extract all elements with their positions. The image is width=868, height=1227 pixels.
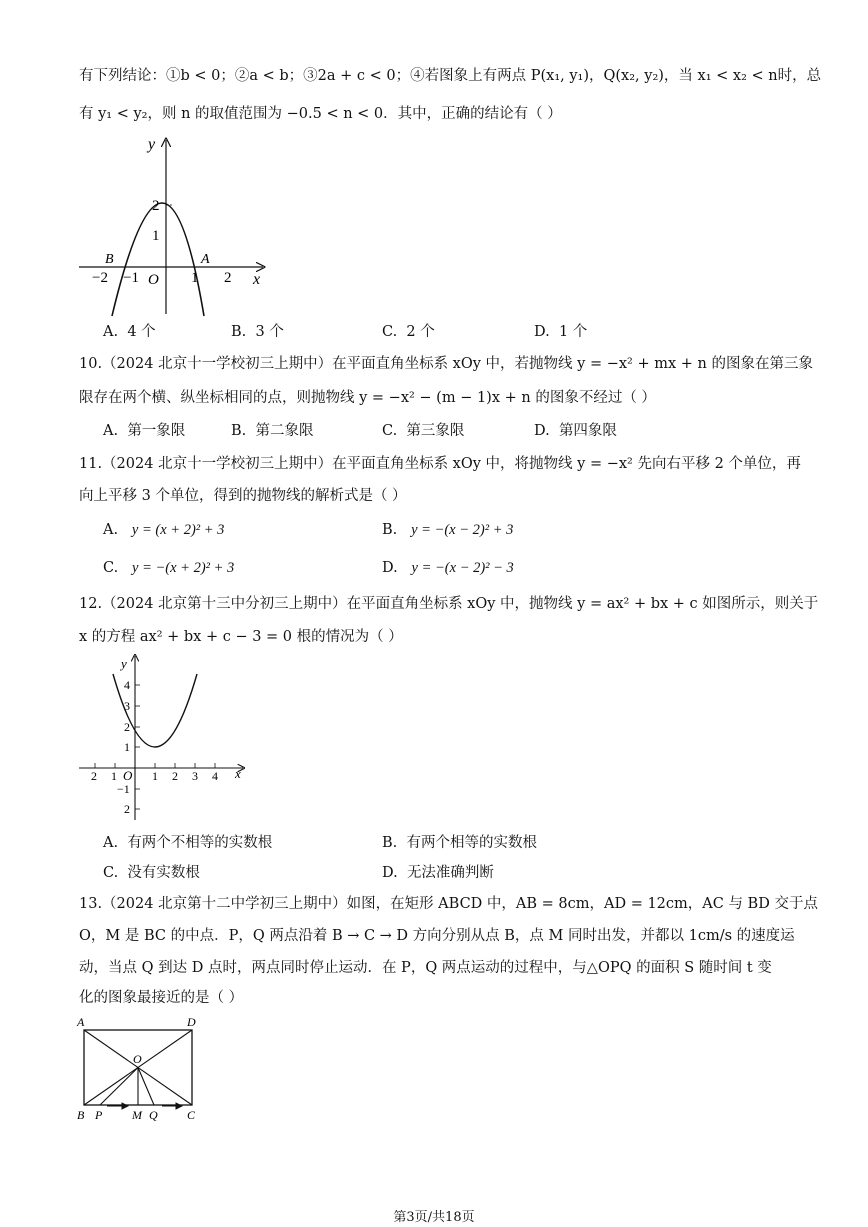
q9-text-line-2: 有 y₁ < y₂，则 n 的取值范围为 −0.5 < n < 0．其中，正确的结论有（ ）: [79, 106, 562, 122]
q13-label-c: C: [187, 1108, 196, 1121]
q12-text-line-1: 12.（2024 北京第十三中分初三上期中）在平面直角坐标系 xOy 中，抛物线 y = ax² + bx + c 如图所示，则关于: [79, 596, 819, 612]
q12-axis-y-label: y: [121, 656, 127, 671]
q12-axis-x-label: x: [235, 766, 241, 781]
q9-origin-label: O: [148, 272, 159, 288]
q12-y-tick-1: 1: [124, 740, 130, 754]
q12-option-c[interactable]: C. 没有实数根: [103, 865, 200, 881]
q12-y-tick-2: 2: [124, 720, 130, 734]
q12-option-b[interactable]: B. 有两个相等的实数根: [382, 835, 537, 851]
q10-option-a[interactable]: A. 第一象限: [103, 423, 186, 439]
q13-label-p: P: [95, 1108, 103, 1121]
q12-y-tick-neg1: −1: [117, 782, 130, 796]
q13-label-m: M: [132, 1108, 142, 1121]
q9-x-tick-neg2: −2: [92, 270, 108, 286]
q13-label-b: B: [77, 1108, 85, 1121]
q10-option-d[interactable]: D. 第四象限: [534, 423, 617, 439]
q9-option-a[interactable]: A. 4 个: [103, 324, 156, 340]
q9-x-tick-1: 1: [191, 270, 199, 286]
page-footer: 第3页/共18页: [393, 1210, 475, 1225]
q11-option-b[interactable]: B. y = −(x − 2)² + 3: [382, 522, 514, 538]
q13-segment-op: [100, 1068, 138, 1106]
q10-option-b[interactable]: B. 第二象限: [231, 423, 314, 439]
q13-label-o: O: [133, 1052, 142, 1066]
q12-option-d[interactable]: D. 无法准确判断: [382, 865, 494, 881]
q12-x-tick-neg1: 1: [111, 769, 117, 783]
q9-option-c[interactable]: C. 2 个: [382, 324, 435, 340]
q9-axis-x-label: x: [253, 271, 261, 288]
q12-origin-label: O: [123, 768, 133, 783]
q12-x-tick-4: 4: [212, 769, 218, 783]
q9-text-line-1: 有下列结论：①b < 0；②a < b；③2a + c < 0；④若图象上有两点 P(x₁, y₁)，Q(x₂, y₂)，当 x₁ < x₂ < n时，总: [79, 68, 822, 84]
q12-x-tick-2: 2: [172, 769, 178, 783]
q13-label-d: D: [187, 1015, 196, 1029]
q12-text-line-2: x 的方程 ax² + bx + c − 3 = 0 根的情况为（ ）: [79, 629, 403, 645]
q9-x-tick-2: 2: [224, 270, 232, 286]
q13-label-q: Q: [149, 1108, 158, 1121]
q9-point-a: A: [201, 252, 210, 267]
q13-text-line-1: 13.（2024 北京第十二中学初三上期中）如图，在矩形 ABCD 中，AB = 8cm，AD = 12cm，AC 与 BD 交于点: [79, 896, 818, 912]
q9-point-b: B: [105, 252, 114, 267]
q13-text-line-2: O，M 是 BC 的中点．P，Q 两点沿着 B → C → D 方向分别从点 B，点 M 同时出发，并都以 1cm/s 的速度运: [79, 928, 795, 944]
q13-label-a: A: [77, 1015, 85, 1029]
q9-x-tick-neg1: −1: [123, 270, 139, 286]
q13-text-line-3: 动，当点 Q 到达 D 点时，两点同时停止运动．在 P，Q 两点运动的过程中，与△OPQ 的面积 S 随时间 t 变: [79, 960, 772, 976]
q12-y-tick-3: 3: [124, 699, 130, 713]
q13-rectangle-figure: [74, 1013, 204, 1121]
q13-text-line-4: 化的图象最接近的是（ ）: [79, 990, 244, 1006]
q11-text-line-1: 11.（2024 北京十一学校初三上期中）在平面直角坐标系 xOy 中，将抛物线 y = −x² 先向右平移 2 个单位，再: [79, 456, 801, 472]
q12-y-tick-neg2: 2: [124, 802, 130, 816]
q10-option-c[interactable]: C. 第三象限: [382, 423, 465, 439]
q10-text-line-2: 限存在两个横、纵坐标相同的点，则抛物线 y = −x² − (m − 1)x + n 的图象不经过（ ）: [79, 390, 656, 406]
q9-y-tick-2: 2: [152, 198, 160, 214]
q9-parabola: [112, 203, 204, 316]
q11-option-d[interactable]: D. y = −(x − 2)² − 3: [382, 560, 514, 576]
q12-x-tick-neg2: 2: [91, 769, 97, 783]
q9-option-b[interactable]: B. 3 个: [231, 324, 284, 340]
q9-parabola-graph: [75, 134, 275, 319]
q9-option-d[interactable]: D. 1 个: [534, 324, 588, 340]
q12-parabola-graph: [75, 652, 250, 822]
q12-x-tick-1: 1: [152, 769, 158, 783]
q12-y-tick-4: 4: [124, 678, 130, 692]
q11-option-a[interactable]: A. y = (x + 2)² + 3: [103, 522, 225, 538]
q9-y-tick-1: 1: [152, 228, 160, 244]
q12-option-a[interactable]: A. 有两个不相等的实数根: [103, 835, 273, 851]
q10-text-line-1: 10.（2024 北京十一学校初三上期中）在平面直角坐标系 xOy 中，若抛物线 y = −x² + mx + n 的图象在第三象: [79, 356, 813, 372]
q11-text-line-2: 向上平移 3 个单位，得到的抛物线的解析式是（ ）: [79, 488, 407, 504]
q11-option-c[interactable]: C. y = −(x + 2)² + 3: [103, 560, 235, 576]
q12-x-tick-3: 3: [192, 769, 198, 783]
q9-axis-y-label: y: [148, 136, 156, 153]
